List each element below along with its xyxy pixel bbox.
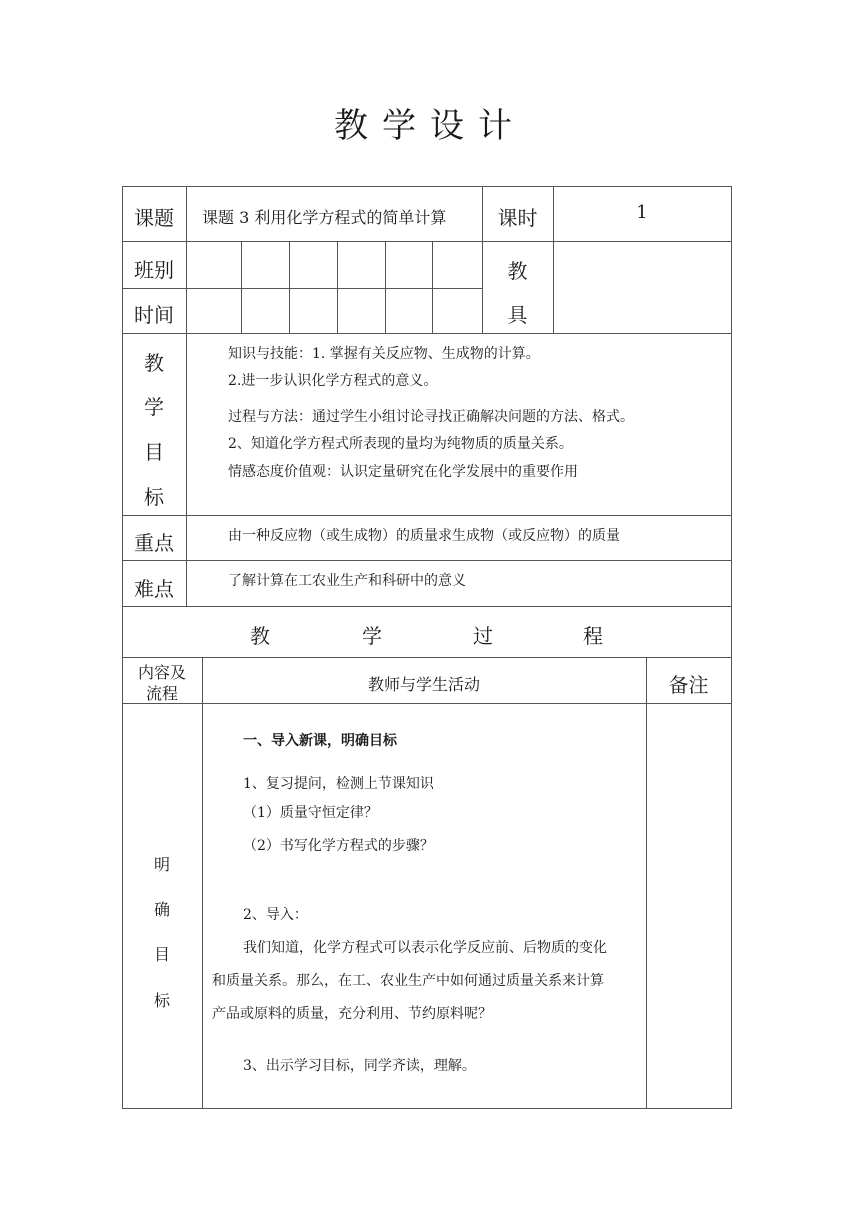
activity-line: 和质量关系。那么，在工、农业生产中如何通过质量关系来计算 (212, 973, 604, 989)
table-border-right (731, 186, 732, 1109)
activity-line: 3、出示学习目标，同学齐读，理解。 (243, 1058, 476, 1074)
objective-line: 2、知道化学方程式所表现的量均为纯物质的质量关系。 (228, 436, 573, 452)
row-divider (122, 606, 732, 607)
teaching-aids-label: 教 (507, 259, 528, 283)
objective-line: 过程与方法：通过学生小组讨论寻找正确解决问题的方法、格式。 (228, 409, 634, 425)
stage-label-char: 标 (153, 991, 170, 1010)
row-divider (122, 241, 732, 242)
col-divider (241, 241, 242, 334)
table-border-top (122, 186, 732, 187)
objectives-label: 教 (144, 351, 164, 375)
process-heading-char: 过 (473, 624, 493, 648)
teaching-aids-label: 具 (507, 303, 528, 327)
objective-line: 情感态度价值观：认识定量研究在化学发展中的重要作用 (228, 464, 578, 480)
stage-label-char: 确 (153, 900, 170, 919)
objectives-label: 标 (144, 485, 164, 509)
process-heading-char: 学 (362, 624, 382, 648)
activity-line: 1、复习提问，检测上节课知识 (243, 776, 434, 792)
table-border-bottom (122, 1108, 732, 1109)
period-label: 课时 (497, 206, 538, 230)
objectives-label: 目 (144, 440, 164, 464)
class-label: 班别 (134, 258, 174, 282)
row-divider (122, 288, 483, 289)
topic-label: 课题 (134, 206, 174, 230)
objectives-label: 学 (144, 395, 164, 419)
process-heading-char: 程 (583, 624, 603, 648)
row-divider (122, 333, 732, 334)
col-divider (202, 657, 203, 1109)
stage-label-char: 目 (153, 945, 170, 964)
row-divider (122, 560, 732, 561)
row-divider (122, 657, 732, 658)
stage-label-char: 明 (153, 855, 170, 874)
col-divider (646, 657, 647, 1109)
period-value: 1 (636, 202, 648, 223)
col-divider (432, 241, 433, 334)
difficulty-label: 难点 (134, 577, 174, 601)
objective-line: 知识与技能：1. 掌握有关反应物、生成物的计算。 (228, 346, 540, 362)
topic-value: 课题 3 利用化学方程式的简单计算 (202, 208, 447, 227)
col-divider (385, 241, 386, 334)
key-point-label: 重点 (134, 531, 174, 555)
activity-line: （2）书写化学方程式的步骤？ (243, 838, 434, 854)
difficulty-text: 了解计算在工农业生产和科研中的意义 (228, 573, 466, 589)
activity-line: 2、导入： (243, 907, 308, 923)
activity-line: （1）质量守恒定律？ (243, 805, 378, 821)
col-divider (337, 241, 338, 334)
activity-line: 产品或原料的质量，充分利用、节约原料呢？ (212, 1006, 492, 1022)
row-divider (122, 515, 732, 516)
activity-line: 我们知道，化学方程式可以表示化学反应前、后物质的变化 (243, 940, 607, 956)
content-flow-header: 流程 (145, 684, 178, 703)
time-label: 时间 (134, 303, 174, 327)
objective-line: 2.进一步认识化学方程式的意义。 (228, 373, 438, 389)
content-flow-header: 内容及 (137, 663, 186, 682)
remarks-header: 备注 (668, 673, 709, 697)
process-heading-char: 教 (250, 624, 270, 648)
section-title: 一、导入新课，明确目标 (243, 733, 397, 749)
activities-header: 教师与学生活动 (367, 675, 480, 694)
col-divider (186, 186, 187, 606)
row-divider (122, 703, 732, 704)
col-divider (289, 241, 290, 334)
page-title: 教学设计 (334, 106, 526, 146)
key-point-text: 由一种反应物（或生成物）的质量求生成物（或反应物）的质量 (228, 528, 620, 544)
